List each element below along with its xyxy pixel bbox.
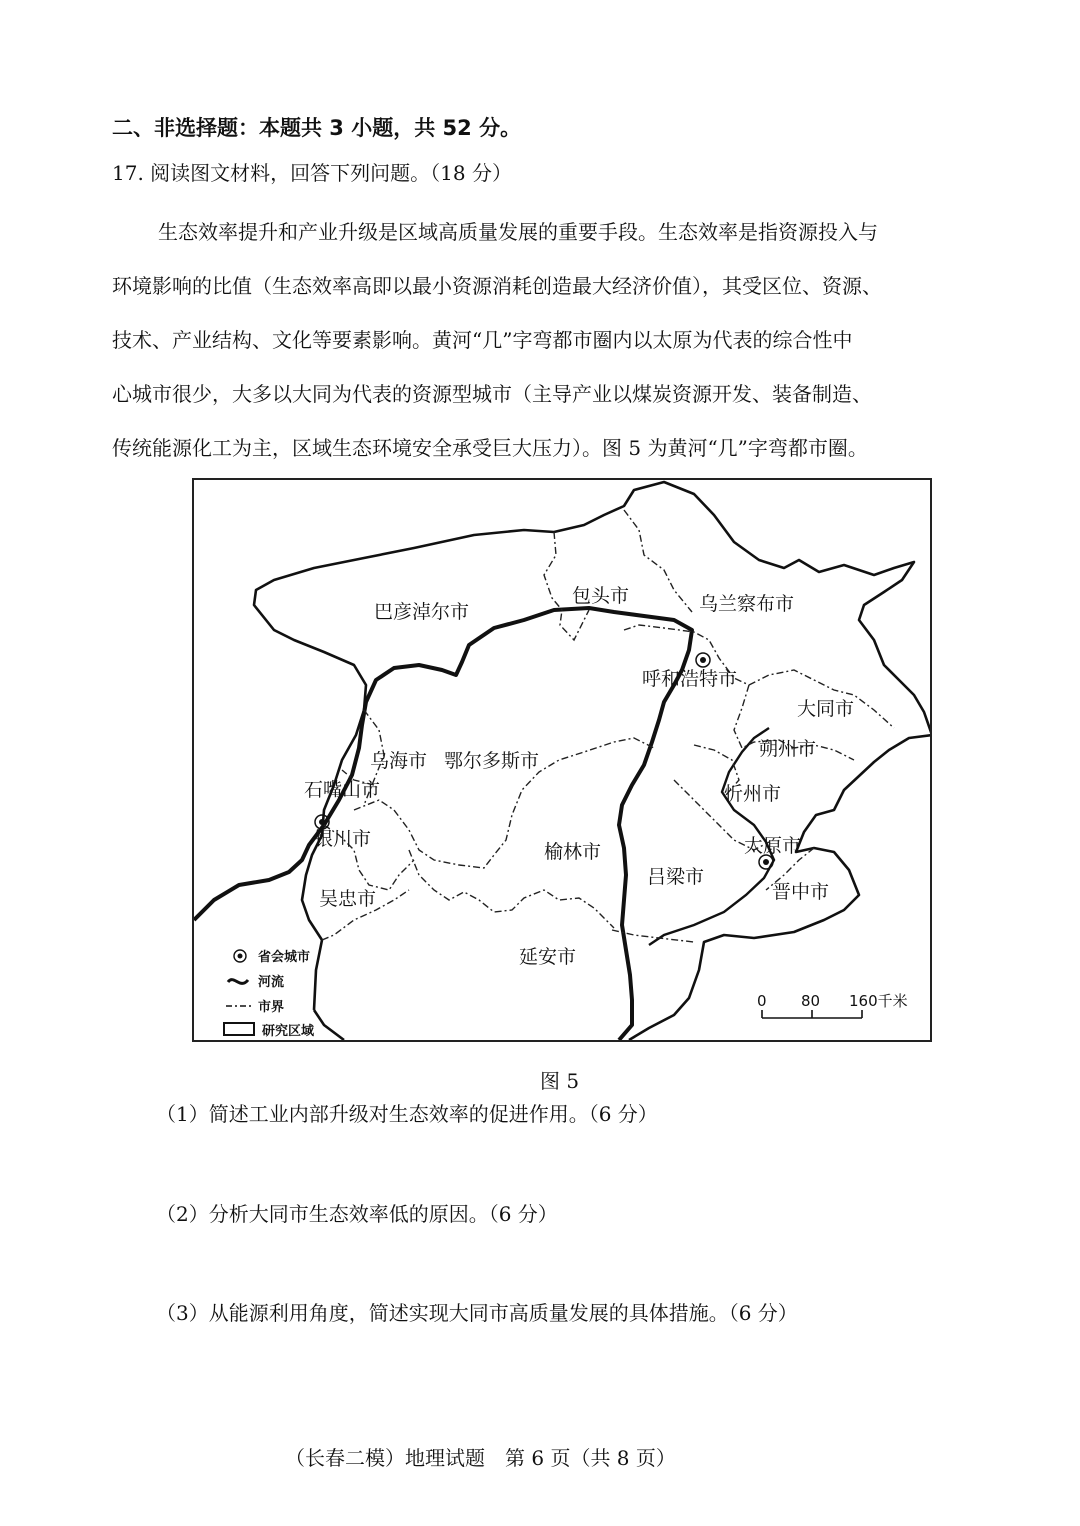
- scale-tick-160: 160千米: [849, 992, 908, 1010]
- paragraph-line: 心城市很少，大多以大同为代表的资源型城市（主导产业以煤炭资源开发、装备制造、: [112, 382, 872, 406]
- city-label-yanan: 延安市: [519, 946, 577, 968]
- page-footer: （长春二模）地理试题 第 6 页（共 8 页）: [285, 1446, 676, 1470]
- city-label-xinzhou: 忻州市: [724, 783, 782, 805]
- city-label-hohhot: 呼和浩特市: [642, 668, 738, 690]
- city-label-datong: 大同市: [797, 698, 855, 720]
- paragraph-line: 传统能源化工为主，区域生态环境安全承受巨大压力）。图 5 为黄河“几”字弯都市圈。: [112, 436, 868, 460]
- legend-study-area-icon: [224, 1023, 254, 1035]
- city-label-taiyuan: 太原市: [744, 835, 802, 857]
- sub-question-1: （1）简述工业内部升级对生态效率的促进作用。（6 分）: [156, 1102, 658, 1126]
- city-label-yulin: 榆林市: [544, 841, 602, 863]
- city-label-ulanqab: 乌兰察布市: [699, 593, 795, 615]
- paragraph-line: 技术、产业结构、文化等要素影响。黄河“几”字弯都市圈内以太原为代表的综合性中: [112, 328, 853, 352]
- legend-river-label: 河流: [258, 975, 285, 990]
- map-figure: [192, 478, 932, 1042]
- city-label-jinzhong: 晋中市: [772, 881, 830, 903]
- capital-marker-hohhot: [696, 653, 710, 667]
- map-canvas: [194, 480, 930, 1040]
- city-label-wuzhong: 吴忠市: [319, 888, 377, 910]
- city-label-wuhai: 乌海市: [370, 750, 428, 772]
- city-boundaries: [322, 510, 894, 942]
- city-label-baotou: 包头市: [572, 585, 630, 607]
- question-title: 17. 阅读图文材料，回答下列问题。（18 分）: [112, 161, 512, 185]
- city-label-shuozhou: 朔州市: [759, 738, 817, 760]
- study-area-outline-west: [314, 1010, 344, 1040]
- sub-question-2: （2）分析大同市生态效率低的原因。（6 分）: [156, 1202, 558, 1226]
- legend-boundary-label: 市界: [258, 1000, 285, 1015]
- section-title: 二、非选择题：本题共 3 小题，共 52 分。: [112, 116, 522, 140]
- city-label-lvliang: 吕梁市: [647, 866, 705, 888]
- scale-bar: [757, 992, 908, 1018]
- capital-marker-taiyuan: [759, 855, 773, 869]
- question-paragraph: [112, 205, 978, 475]
- scale-tick-80: 80: [801, 992, 821, 1010]
- figure-caption: 图 5: [540, 1069, 580, 1093]
- legend-study-area-label: 研究区域: [262, 1024, 315, 1039]
- paragraph-line: 环境影响的比值（生态效率高即以最小资源消耗创造最大经济价值），其受区位、资源、: [112, 274, 882, 298]
- map-legend: [224, 949, 315, 1039]
- legend-river-icon: [228, 980, 248, 984]
- legend-capital-icon: [234, 950, 246, 962]
- sub-question-3: （3）从能源利用角度，简述实现大同市高质量发展的具体措施。（6 分）: [156, 1301, 798, 1325]
- scale-tick-0: 0: [757, 992, 767, 1010]
- city-label-bayannur: 巴彦淖尔市: [374, 601, 470, 623]
- legend-capital-label: 省会城市: [258, 950, 311, 965]
- city-label-yinchuan: 银川市: [314, 828, 372, 850]
- paragraph-line: 生态效率提升和产业升级是区域高质量发展的重要手段。生态效率是指资源投入与: [158, 220, 878, 244]
- city-label-shizuishan: 石嘴山市: [304, 779, 381, 801]
- city-label-ordos: 鄂尔多斯市: [444, 750, 540, 772]
